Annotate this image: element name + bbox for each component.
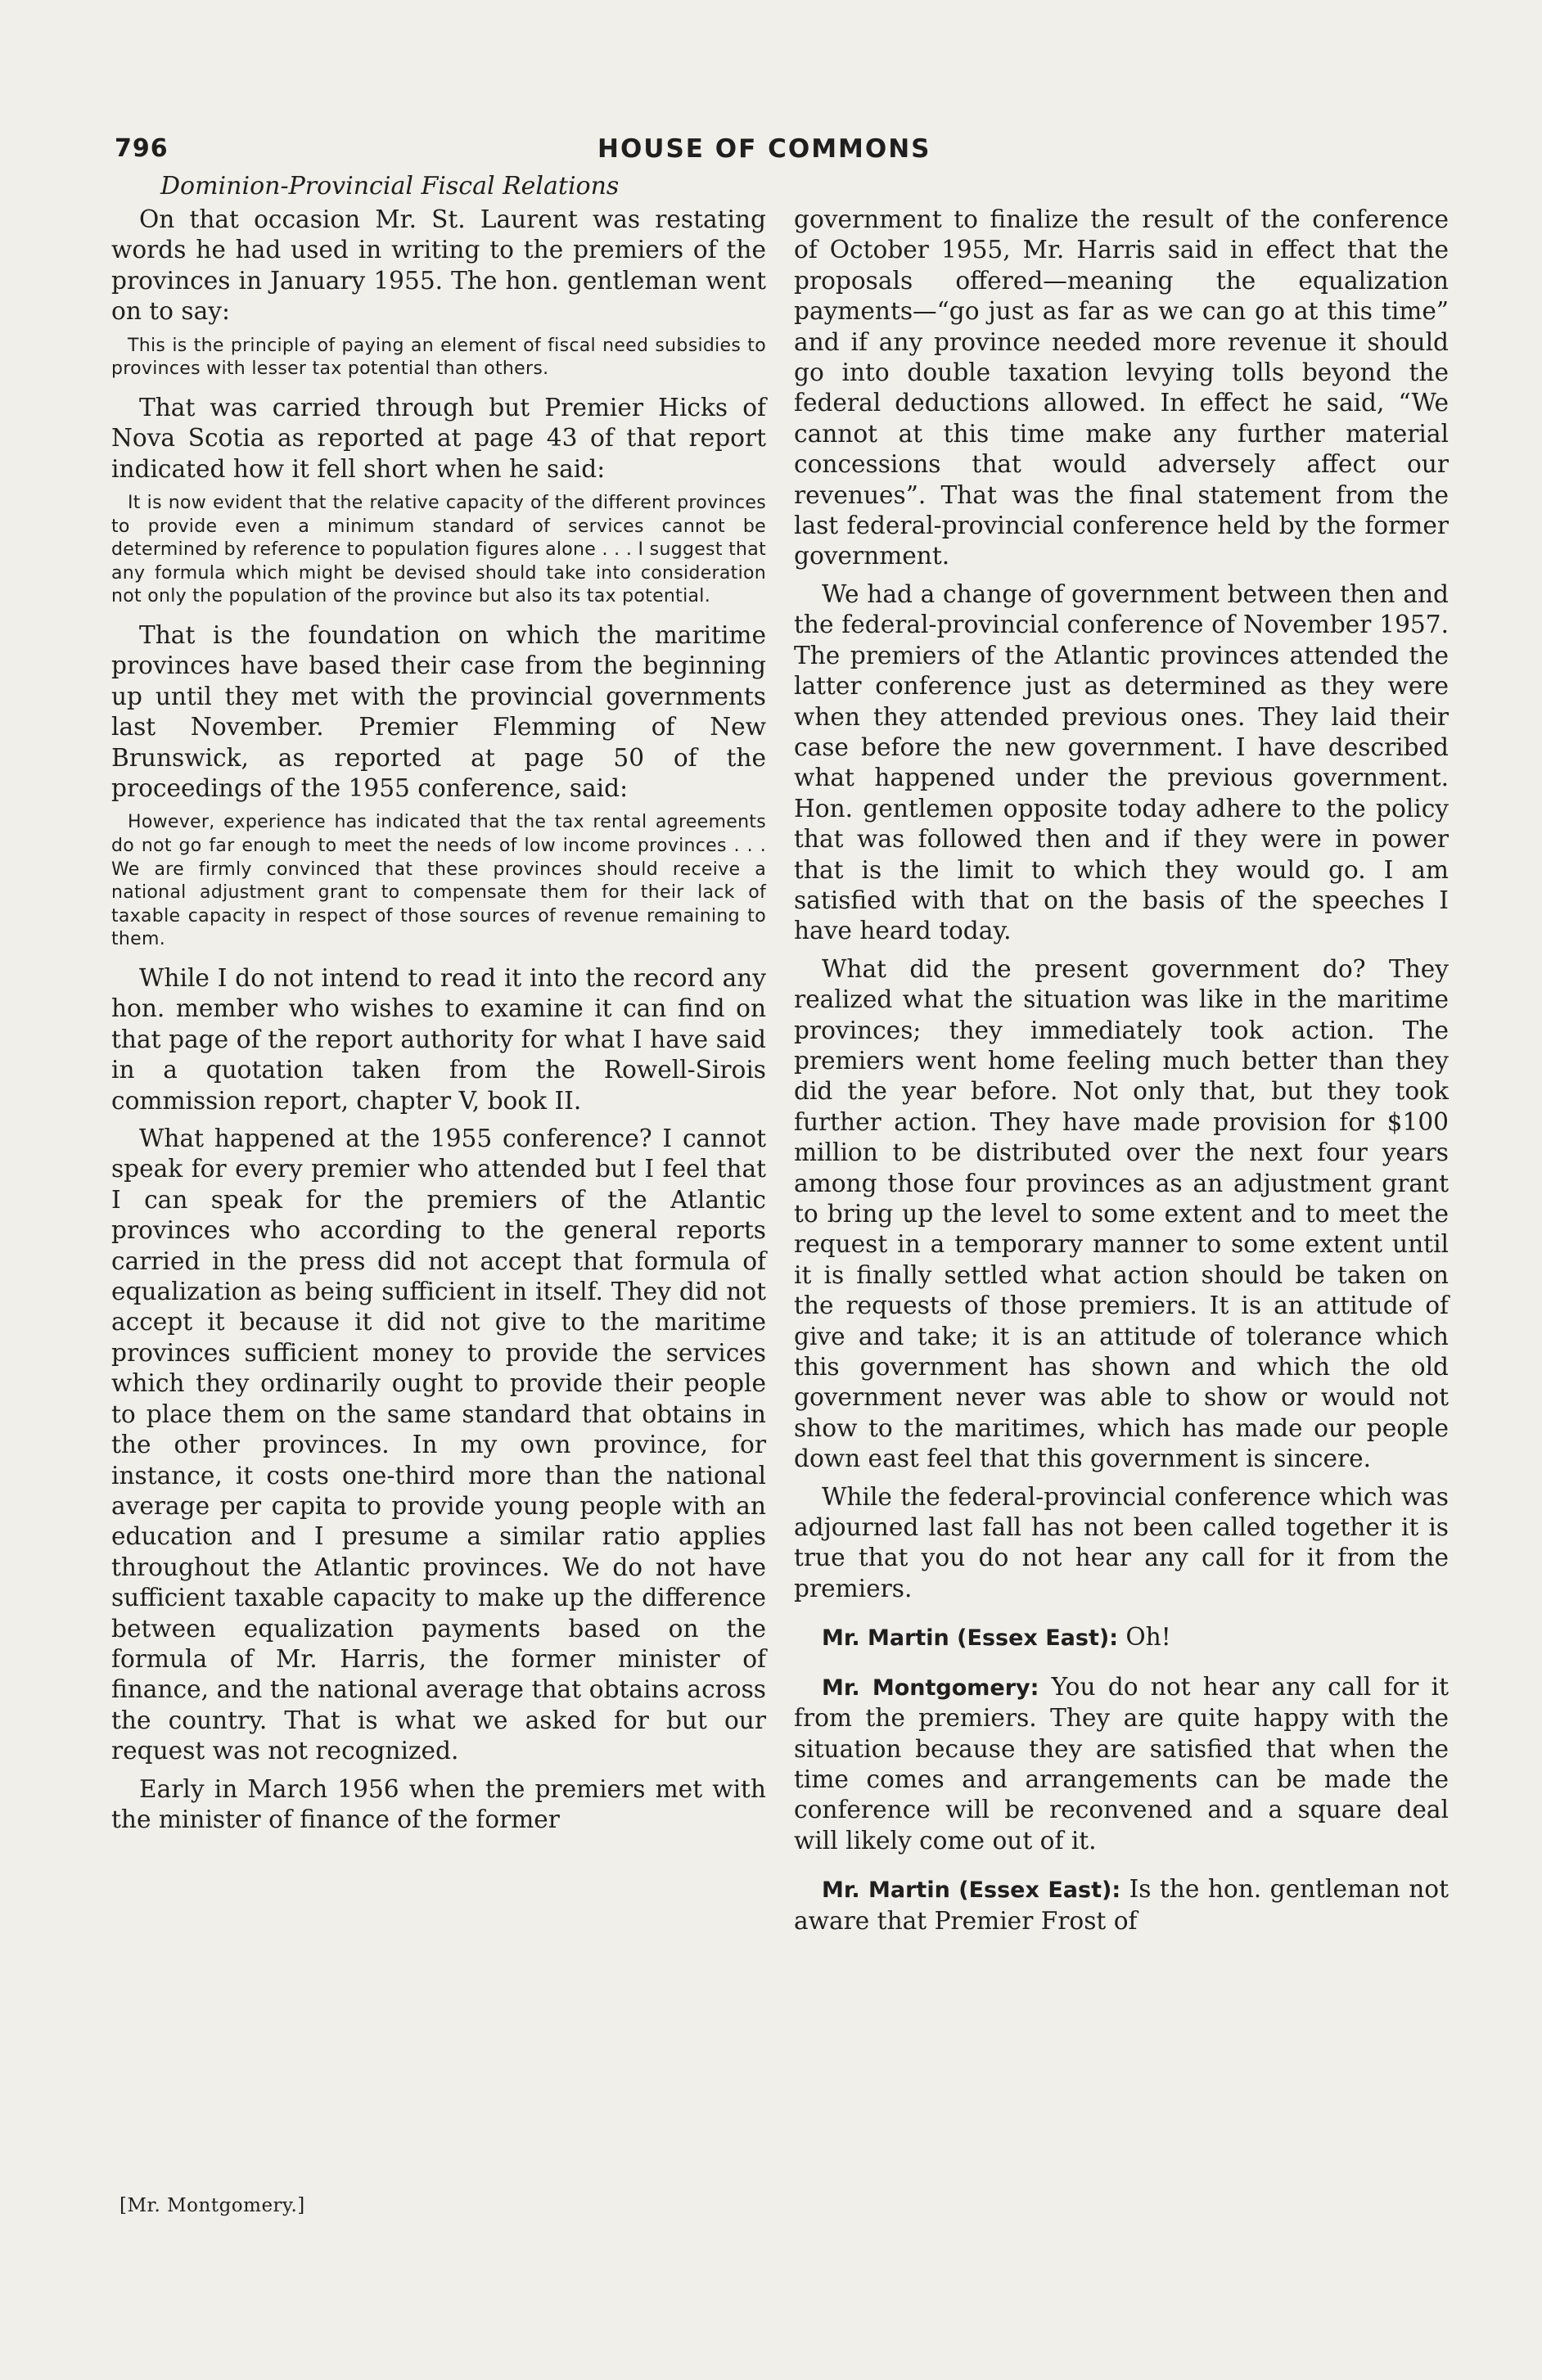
left-paragraph-1: On that occasion Mr. St. Laurent was restating words he had used in writing to the premiers of the provinces in January 1955. The hon. gentleman went on to say: <box>111 205 766 326</box>
left-paragraph-6: Early in March 1956 when the premiers met with the minister of finance of the former <box>111 1774 766 1833</box>
footer-speaker-note: [Mr. Montgomery.] <box>119 2195 305 2216</box>
speech-text: Oh! <box>1118 1623 1171 1652</box>
quote-premier-flemming: However, experience has indicated that the tax rental agreements do not go far enough to meet the needs of low income provinces . . . We are firmly convinced that these provinces should receive a national adjustment grant to compensate them for their lack of taxable capacity in respect of those sources of revenue remaining to them. <box>111 812 766 950</box>
quote-premier-hicks: It is now evident that the relative capacity of the different provinces to provide even a minimum standard of services cannot be determined by reference to population figures alone . . . I suggest that any formula which might be devised should take into consideration not only the population of the province but also its tax potential. <box>111 493 766 607</box>
left-column <box>111 205 766 1842</box>
right-paragraph-4: While the federal-provincial conference which was adjourned last fall has not been called together it is true that you do not hear any call for it from the premiers. <box>794 1482 1449 1602</box>
page-number: 796 <box>115 134 169 163</box>
running-head: HOUSE OF COMMONS <box>597 134 931 164</box>
speech-montgomery <box>794 1672 1449 1856</box>
section-title: Dominion-Provincial Fiscal Relations <box>160 172 620 201</box>
left-paragraph-2: That was carried through but Premier Hicks of Nova Scotia as reported at page 43 of that report indicated how it fell short when he said: <box>111 393 766 483</box>
right-paragraph-1: government to finalize the result of the conference of October 1955, Mr. Harris said in effect that the proposals offered—meaning the equalization payments—“go just as far as we can go at this time” and if any province needed more revenue it should go into double taxation levying tolls beyond the federal deductions allowed. In effect he said, “We cannot at this time make any further material concessions that would adversely affect our revenues”. That was the final statement from the last federal-provincial conference held by the former government. <box>794 205 1449 570</box>
speaker-name: Mr. Martin (Essex East): <box>822 1625 1119 1652</box>
left-paragraph-4: While I do not intend to read it into the record any hon. member who wishes to examine it can find on that page of the report authority for what I have said in a quotation taken from the Rowell-Sirois commission report, chapter V, book II. <box>111 964 766 1115</box>
speech-text: Is the hon. gentleman not aware that Premier Frost of <box>794 1875 1449 1935</box>
speech-martin-2 <box>794 1874 1449 1936</box>
right-column <box>794 205 1449 1944</box>
quote-st-laurent: This is the principle of paying an element of fiscal need subsidies to provinces with lesser tax potential than others. <box>111 335 766 380</box>
speaker-name: Mr. Martin (Essex East): <box>822 1877 1121 1904</box>
left-paragraph-3: That is the foundation on which the maritime provinces have based their case from the beginning up until they met with the provincial governments last November. Premier Flemming of New Brunswick, as reported at page 50 of the proceedings of the 1955 conference, said: <box>111 621 766 803</box>
speech-text: You do not hear any call for it from the premiers. They are quite happy with the situation because they are satisfied that when the time comes and arrangements can be made the conference will be reconvened and a square deal will likely come out of it. <box>794 1672 1449 1855</box>
left-paragraph-5: What happened at the 1955 conference? I cannot speak for every premier who attended but I feel that I can speak for the premiers of the Atlantic provinces who according to the general reports carried in the press did not accept that formula of equalization as being sufficient in itself. They did not accept it because it did not give to the maritime provinces sufficient money to provide the services which they ordinarily ought to provide their people to place them on the same standard that obtains in the other provinces. In my own province, for instance, it costs one-third more than the national average per capita to provide young people with an education and I presume a similar ratio applies throughout the Atlantic provinces. We do not have sufficient taxable capacity to make up the difference between equalization payments based on the formula of Mr. Harris, the former minister of finance, and the national average that obtains across the country. That is what we asked for but our request was not recognized. <box>111 1125 766 1765</box>
right-paragraph-3: What did the present government do? They realized what the situation was like in the maritime provinces; they immediately took action. The premiers went home feeling much better than they did the year before. Not only that, but they took further action. They have made provision for $100 million to be distributed over the next four years among those four provinces as an adjustment grant to bring up the level to some extent and to meet the request in a temporary manner to some extent until it is finally settled what action should be taken on the requests of those premiers. It is an attitude of give and take; it is an attitude of tolerance which this government has shown and which the old government never was able to show or would not show to the maritimes, which has made our people down east feel that this government is sincere. <box>794 954 1449 1473</box>
speaker-name: Mr. Montgomery: <box>822 1675 1039 1701</box>
speech-martin-1 <box>794 1622 1449 1653</box>
right-paragraph-2: We had a change of government between then and the federal-provincial conference of November 1957. The premiers of the Atlantic provinces attended the latter conference just as determined as they were when they attended previous ones. They laid their case before the new government. I have described what happened under the previous government. Hon. gentlemen opposite today adhere to the policy that was followed then and if they were in power that is the limit to which they would go. I am satisfied with that on the basis of the speeches I have heard today. <box>794 579 1449 945</box>
